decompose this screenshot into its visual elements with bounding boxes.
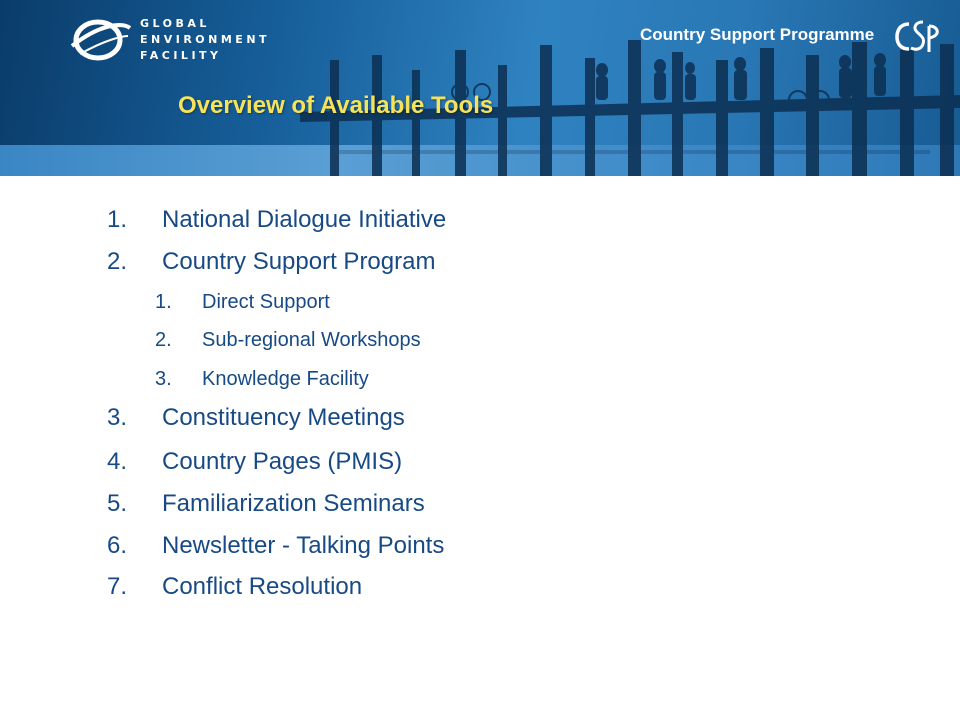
programme-label: Country Support Programme <box>640 25 875 44</box>
list-item-number: 5. <box>107 490 128 517</box>
list-item-text: Conflict Resolution <box>162 573 363 600</box>
list-item-text: Sub-regional Workshops <box>202 329 421 351</box>
list-item-number: 3. <box>107 404 128 431</box>
list-item-number: 3. <box>155 368 172 390</box>
csp-logo-icon <box>893 16 945 56</box>
list-item-text: Constituency Meetings <box>162 404 405 431</box>
gef-logo-line-2: ENVIRONMENT <box>140 33 271 46</box>
gef-logo-line-3: FACILITY <box>140 49 222 62</box>
list-item-text: Knowledge Facility <box>202 368 369 390</box>
list-item-text: Country Support Program <box>162 248 436 275</box>
header-banner <box>0 0 960 176</box>
gef-logo-text <box>140 16 270 64</box>
list-item-number: 4. <box>107 448 128 475</box>
list-item-text: Direct Support <box>202 291 330 313</box>
list-item-text: National Dialogue Initiative <box>162 206 447 233</box>
list-item-text: Familiarization Seminars <box>162 490 425 517</box>
slide-title: Overview of Available Tools <box>178 92 494 119</box>
list-item-text: Country Pages (PMIS) <box>162 448 403 475</box>
list-item-number: 1. <box>155 291 172 313</box>
gef-logo-line-1: GLOBAL <box>140 17 210 30</box>
list-item-text: Newsletter - Talking Points <box>162 532 445 559</box>
list-item-number: 1. <box>107 206 128 233</box>
list-item-number: 2. <box>107 248 128 275</box>
list-item-number: 7. <box>107 573 128 600</box>
list-item-number: 6. <box>107 532 128 559</box>
list-item-number: 2. <box>155 329 172 351</box>
